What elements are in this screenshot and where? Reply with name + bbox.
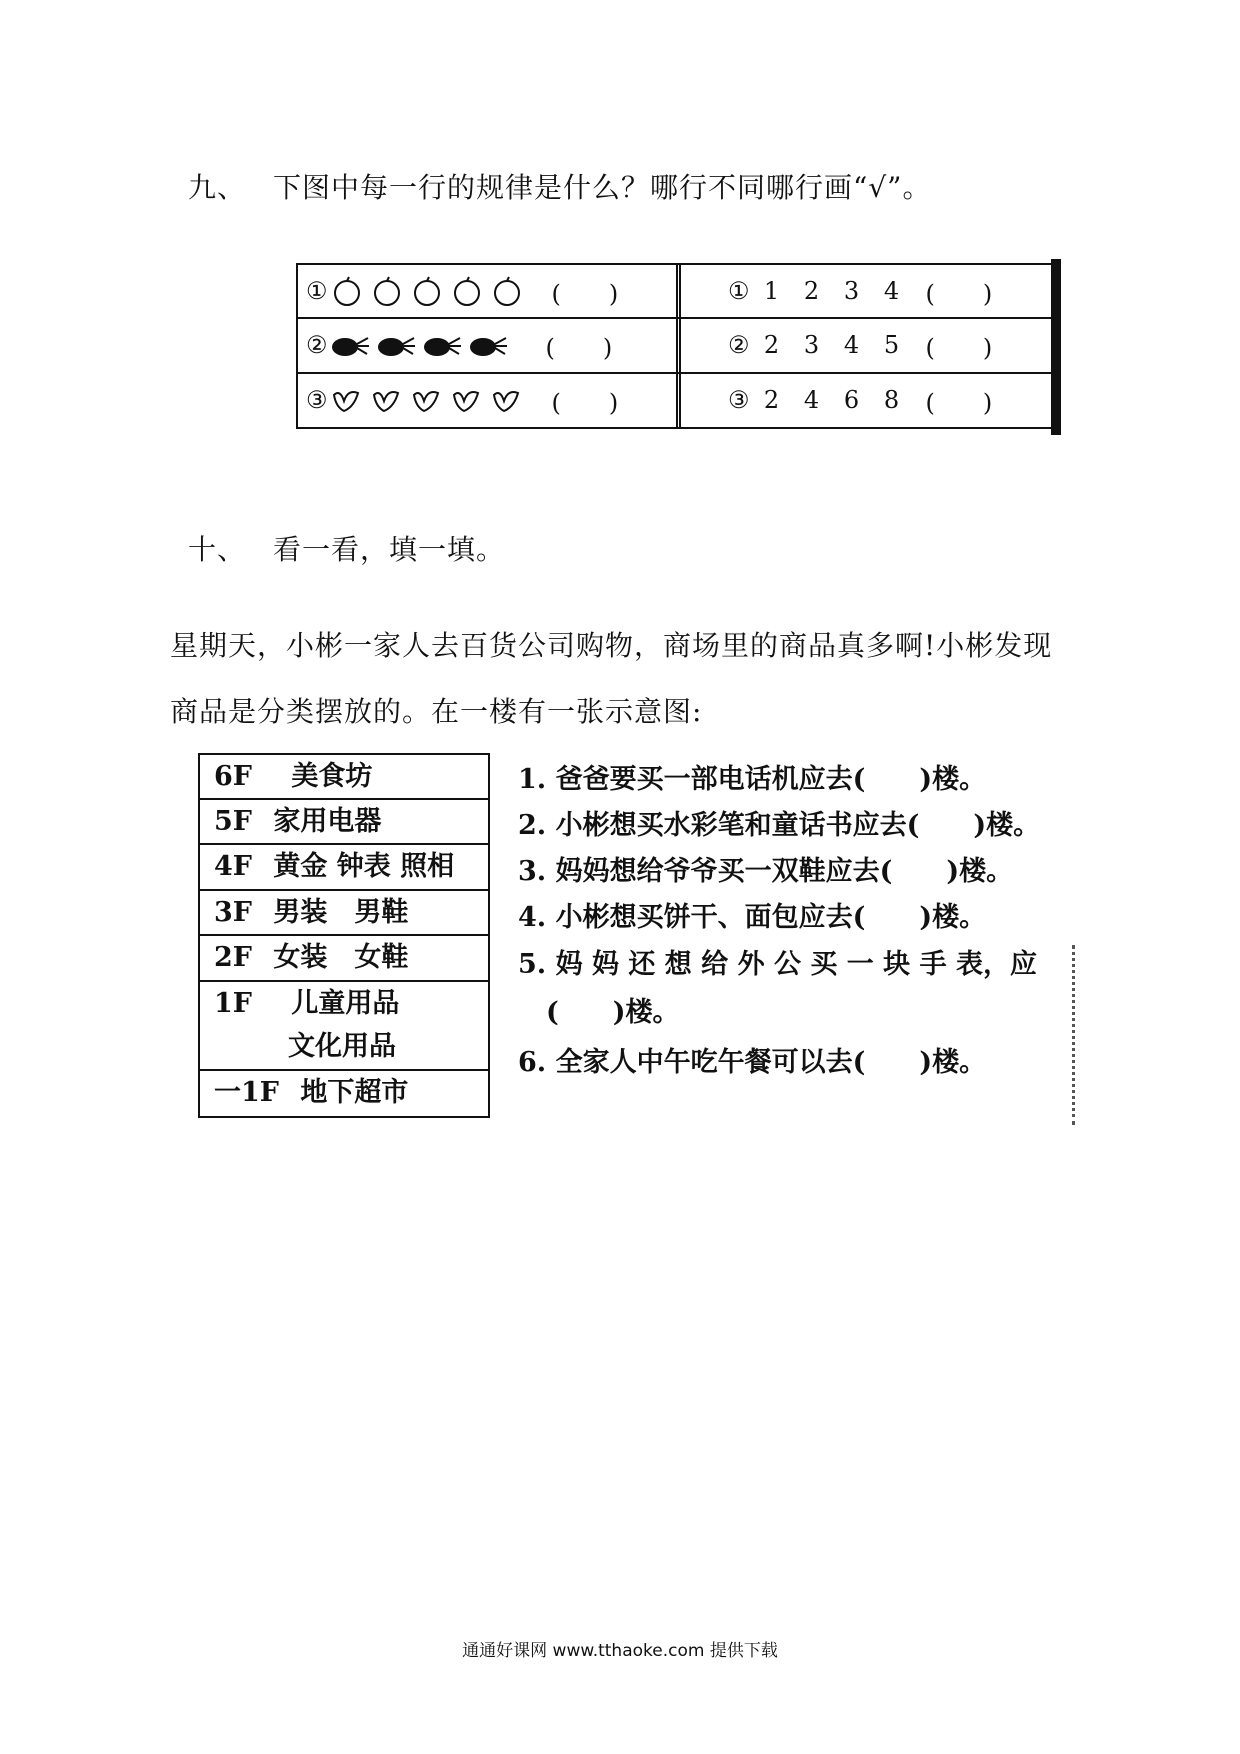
directory-row — [200, 936, 488, 982]
sequence-number: 5 — [883, 331, 900, 359]
sequence-number: 3 — [803, 331, 820, 359]
directory-row — [200, 845, 488, 891]
floor-text: 美食坊 — [291, 761, 373, 792]
answer-blank[interactable]: ( ) — [925, 388, 993, 417]
row-marker: ① — [306, 277, 328, 305]
section-9-heading — [188, 166, 931, 206]
pattern-row-left-1 — [306, 265, 618, 317]
row-marker: ③ — [306, 386, 328, 414]
bird-icon — [450, 385, 484, 415]
question-2: 2. 小彬想买水彩笔和童话书应去( )楼。 — [518, 810, 1041, 841]
pineapple-icon — [422, 330, 462, 360]
floor-label: 4F — [214, 851, 252, 882]
answer-blank[interactable]: ( ) — [551, 388, 619, 417]
question-3: 3. 妈妈想给爷爷买一双鞋应去( )楼。 — [518, 856, 1014, 887]
bird-icon — [330, 385, 364, 415]
directory-row — [200, 755, 488, 800]
section-10-instruction: 看一看，填一填。 — [273, 533, 506, 566]
sequence-number: 3 — [843, 277, 860, 305]
apple-icon — [370, 276, 404, 306]
pineapple-icon — [468, 330, 508, 360]
pattern-row-right-1 — [728, 265, 992, 317]
sequence-number: 8 — [883, 386, 900, 414]
sequence-number: 4 — [843, 331, 860, 359]
section-10-heading — [188, 528, 505, 568]
floor-text: 儿童用品 — [291, 988, 400, 1019]
directory-row — [200, 1071, 488, 1116]
section-9-number: 九、 — [188, 171, 247, 204]
question-4: 4. 小彬想买饼干、面包应去( )楼。 — [518, 902, 987, 933]
section-9-instruction: 下图中每一行的规律是什么？哪行不同哪行画“√”。 — [273, 171, 932, 204]
section-10-number: 十、 — [188, 533, 247, 566]
floor-text: 女装 女鞋 — [273, 942, 409, 973]
floor-label: 3F — [214, 897, 252, 928]
page-footer: 通通好课网 www.tthaoke.com 提供下载 — [462, 1641, 778, 1661]
scan-edge-artifact — [1072, 945, 1078, 1125]
row-marker: ③ — [728, 386, 750, 414]
directory-row — [200, 800, 488, 845]
apple-icon — [490, 276, 524, 306]
question-6: 6. 全家人中午吃午餐可以去( )楼。 — [518, 1047, 987, 1078]
pineapple-icon — [330, 330, 370, 360]
pattern-table — [296, 263, 1053, 429]
answer-blank[interactable]: ( ) — [925, 333, 993, 362]
bird-icon — [490, 385, 524, 415]
answer-blank[interactable]: ( ) — [925, 279, 993, 308]
table-divider — [676, 265, 681, 427]
sequence-number: 4 — [803, 386, 820, 414]
table-right-edge — [1051, 259, 1061, 435]
sequence-number: 6 — [843, 386, 860, 414]
apple-icon — [330, 276, 364, 306]
sequence-number: 1 — [763, 277, 780, 305]
floor-label: 一1F — [214, 1077, 279, 1108]
sequence-number: 4 — [883, 277, 900, 305]
floor-label: 1F — [214, 988, 252, 1019]
sequence-number: 2 — [763, 331, 780, 359]
directory-row — [200, 891, 488, 936]
floor-label: 6F — [214, 761, 252, 792]
floor-label: 2F — [214, 942, 252, 973]
pattern-row-left-2 — [306, 319, 612, 371]
floor-text: 黄金 钟表 照相 — [273, 851, 455, 882]
answer-blank[interactable]: ( ) — [545, 333, 613, 362]
floor-text: 男装 男鞋 — [273, 897, 409, 928]
floor-directory — [198, 753, 490, 1118]
answer-blank[interactable]: ( ) — [551, 279, 619, 308]
apple-icon — [410, 276, 444, 306]
question-5-continued: ( )楼。 — [546, 997, 680, 1028]
row-marker: ② — [306, 331, 328, 359]
floor-text: 地下超市 — [300, 1077, 409, 1108]
sequence-number: 2 — [763, 386, 780, 414]
directory-row — [200, 982, 488, 1071]
row-marker: ① — [728, 277, 750, 305]
bird-icon — [410, 385, 444, 415]
floor-label: 5F — [214, 806, 252, 837]
question-1: 1. 爸爸要买一部电话机应去( )楼。 — [518, 764, 987, 795]
pattern-row-left-3 — [306, 374, 618, 426]
pattern-row-right-3 — [728, 374, 992, 426]
story-line-1: 星期天，小彬一家人去百货公司购物，商场里的商品真多啊!小彬发现 — [170, 629, 1053, 662]
apple-icon — [450, 276, 484, 306]
floor-text-2: 文化用品 — [288, 1031, 396, 1062]
pineapple-icon — [376, 330, 416, 360]
question-5: 5. 妈 妈 还 想 给 外 公 买 一 块 手 表，应 — [518, 949, 1037, 980]
row-marker: ② — [728, 331, 750, 359]
bird-icon — [370, 385, 404, 415]
floor-text: 家用电器 — [273, 806, 382, 837]
pattern-row-right-2 — [728, 319, 992, 371]
sequence-number: 2 — [803, 277, 820, 305]
story-line-2: 商品是分类摆放的。在一楼有一张示意图: — [170, 695, 703, 728]
